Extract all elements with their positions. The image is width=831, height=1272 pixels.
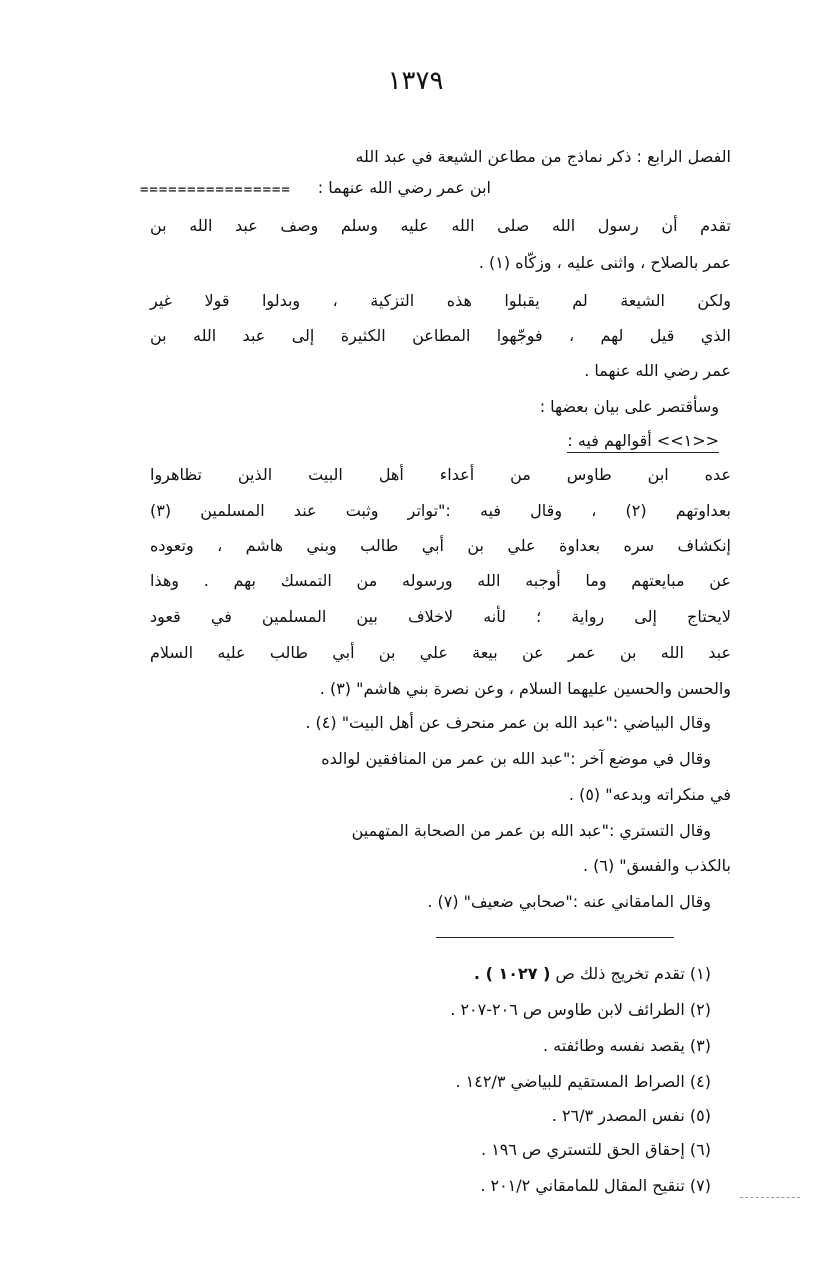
paragraph-line: وقال التستري :"عبد الله بن عمر من الصحابة المتهمين bbox=[351, 821, 711, 840]
paragraph-line: وسأقتصر على بيان بعضها : bbox=[539, 397, 719, 416]
paragraph-line: إنكشاف سره بعداوة علي بن أبي طالب وبني هاشم ، وتعوده bbox=[150, 536, 731, 555]
footnote-divider bbox=[436, 937, 674, 938]
paragraph-line: عبد الله بن عمر عن بيعة علي بن أبي طالب عليه السلام bbox=[150, 643, 731, 662]
footnote: (٤) الصراط المستقيم للبياضي ١٤٢/٣ . bbox=[455, 1072, 711, 1091]
paragraph-line: ولكن الشيعة لم يقبلوا هذه التزكية ، وبدلوا قولا غير bbox=[150, 291, 731, 310]
footnote: (٧) تنقيح المقال للمامقاني ٢٠١/٢ . bbox=[480, 1176, 711, 1195]
paragraph-line: عده ابن طاوس من أعداء أهل البيت الذين تظاهروا bbox=[150, 465, 731, 484]
scan-artifact-line bbox=[740, 1197, 800, 1198]
paragraph-line: في منكراته وبدعه" (٥) . bbox=[568, 785, 731, 804]
paragraph-line: عمر رضي الله عنهما . bbox=[584, 361, 731, 380]
paragraph-line: وقال في موضع آخر :"عبد الله بن عمر من المنافقين لوالده bbox=[321, 749, 711, 768]
paragraph-line: لايحتاج إلى رواية ؛ لأنه لاخلاف بين المسلمين في قعود bbox=[150, 607, 731, 626]
paragraph-line: بالكذب والفسق" (٦) . bbox=[582, 856, 731, 875]
footnote: (٦) إحقاق الحق للتستري ص ١٩٦ . bbox=[481, 1140, 711, 1159]
paragraph-line: عن مبايعتهم وما أوجبه الله ورسوله من التمسك بهم . وهذا bbox=[150, 571, 731, 590]
heading-separator: ================ bbox=[140, 182, 291, 198]
paragraph-line: وقال البياضي :"عبد الله بن عمر منحرف عن أهل البيت" (٤) . bbox=[305, 713, 711, 732]
footnote-page-ref: ( ١٠٢٧ ) . bbox=[473, 964, 551, 983]
paragraph-line: تقدم أن رسول الله صلى الله عليه وسلم وصف عبد الله بن bbox=[150, 216, 731, 235]
paragraph-line: والحسن والحسين عليهما السلام ، وعن نصرة بني هاشم" (٣) . bbox=[319, 679, 731, 698]
footnote: (٥) نفس المصدر ٢٦/٣ . bbox=[551, 1106, 711, 1125]
section-heading-text: <<١>> أقوالهم فيه : bbox=[567, 431, 719, 453]
chapter-heading-line1: الفصل الرابع : ذكر نماذج من مطاعن الشيعة في عبد الله bbox=[355, 147, 731, 166]
paragraph-line: وقال المامقاني عنه :"صحابي ضعيف" (٧) . bbox=[427, 892, 711, 911]
paragraph-line: بعداوتهم (٢) ، وقال فيه :"تواتر وثبت عند المسلمين (٣) bbox=[150, 501, 731, 520]
paragraph-line: عمر بالصلاح ، واثنى عليه ، وزكّاه (١) . bbox=[478, 253, 731, 272]
paragraph-line: الذي قيل لهم ، فوجّهوا المطاعن الكثيرة إلى عبد الله بن bbox=[150, 326, 731, 345]
footnote: (٢) الطرائف لابن طاوس ص ٢٠٦-٢٠٧ . bbox=[450, 1000, 711, 1019]
page-number: ١٣٧٩ bbox=[387, 66, 444, 96]
chapter-heading-line2: ابن عمر رضي الله عنهما : bbox=[317, 178, 491, 197]
footnote: (٣) يقصد نفسه وطائفته . bbox=[542, 1036, 711, 1055]
section-heading bbox=[567, 430, 719, 452]
footnote-text: (١) تقدم تخريج ذلك ص bbox=[555, 964, 711, 983]
footnote bbox=[474, 964, 711, 983]
